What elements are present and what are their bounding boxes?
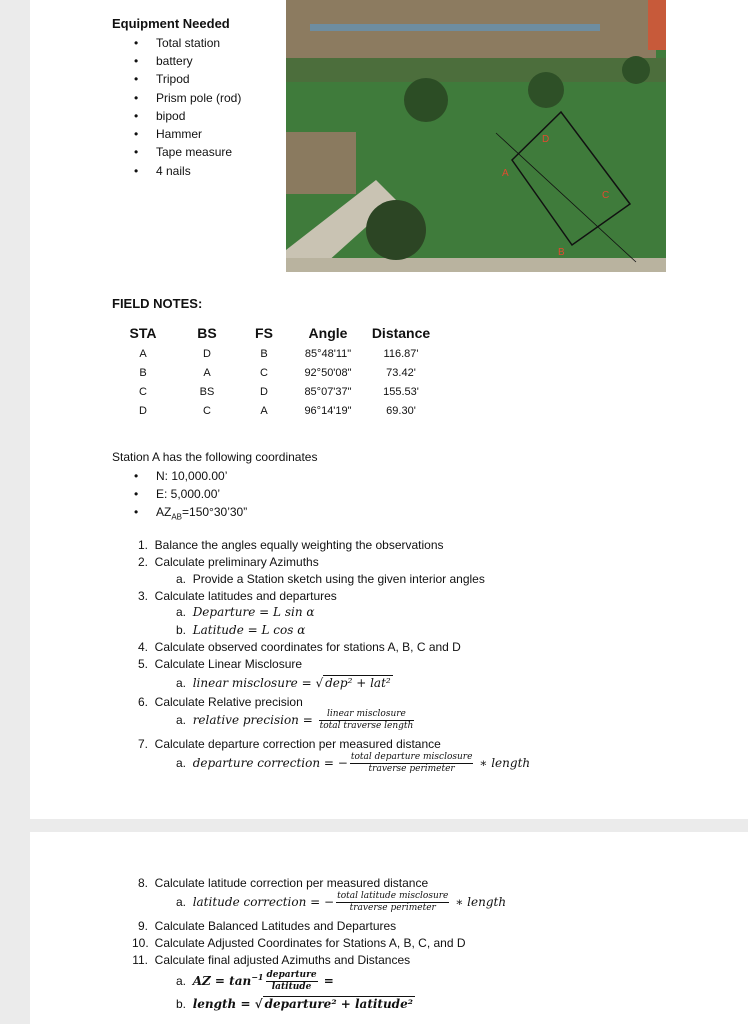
roof-edge	[648, 0, 666, 50]
cell: 73.42'	[386, 366, 416, 379]
task-text: Calculate latitude correction per measured distance	[154, 876, 429, 890]
bullet: •	[134, 36, 139, 50]
task-11	[132, 953, 410, 968]
bullet: •	[134, 469, 139, 483]
departure-formula: Departure = L sin α	[192, 605, 315, 619]
list-item: Total station	[156, 36, 221, 50]
bullet: •	[134, 91, 139, 105]
fraction-numerator: total departure misclosure	[350, 752, 473, 762]
sub-marker: a.	[176, 974, 187, 988]
page-1	[30, 0, 748, 819]
bullet: •	[134, 505, 139, 519]
latitude-formula: Latitude = L cos α	[192, 623, 306, 637]
header-angle: Angle	[308, 325, 348, 341]
cell: 116.87'	[383, 347, 419, 360]
task-text: Calculate Balanced Latitudes and Departures	[154, 919, 397, 933]
task-number: 7.	[137, 737, 148, 751]
cell: 96°14'19"	[304, 404, 352, 417]
cell: D	[260, 385, 268, 398]
task-2	[132, 555, 319, 570]
azimuth-formula	[192, 970, 334, 992]
formula-lhs: departure correction = −	[192, 756, 348, 770]
formula-lhs: linear misclosure =	[192, 676, 316, 690]
bullet: •	[134, 487, 139, 501]
latitude-correction-formula	[192, 891, 507, 913]
task-text: Calculate Linear Misclosure	[154, 657, 303, 671]
sub-marker: a.	[176, 572, 187, 586]
cell: 85°07'37"	[304, 385, 352, 398]
list-item: 4 nails	[156, 164, 191, 178]
small-building	[286, 132, 356, 194]
header-fs: FS	[255, 325, 273, 341]
cell: 155.53'	[383, 385, 419, 398]
sub-marker: b.	[176, 997, 187, 1011]
station-east: E: 5,000.00’	[156, 487, 221, 501]
fraction-numerator: linear misclosure	[319, 709, 415, 721]
bullet: •	[134, 72, 139, 86]
cell: A	[139, 347, 147, 360]
task-6a	[176, 709, 416, 732]
formula-radicand: dep² + lat²	[325, 676, 391, 690]
cell: 69.30'	[386, 404, 416, 417]
task-text: Calculate latitudes and departures	[154, 589, 337, 603]
tree	[404, 78, 448, 122]
task-text: Provide a Station sketch using the given interior angles	[192, 572, 485, 586]
task-3a	[176, 605, 314, 620]
formula-rhs: =	[319, 974, 334, 988]
task-5a	[176, 676, 393, 691]
cell: BS	[199, 385, 215, 398]
length-formula: length = √ departure² + latitude²	[192, 997, 413, 1011]
station-north: N: 10,000.00’	[156, 469, 228, 483]
cell: D	[139, 404, 147, 417]
sidewalk	[286, 258, 666, 272]
task-number: 6.	[137, 695, 148, 709]
formula-rhs: ∗ length	[451, 895, 507, 909]
sub-marker: b.	[176, 623, 187, 637]
fraction-denominator: traverse perimeter	[368, 764, 455, 774]
map-label-b: B	[558, 247, 565, 258]
task-11a	[176, 970, 334, 993]
relative-precision-formula	[192, 709, 417, 731]
station-intro: Station A has the following coordinates	[112, 450, 318, 464]
list-item: Hammer	[156, 127, 203, 141]
fraction-denominator: traverse perimeter	[349, 903, 436, 913]
task-number: 3.	[137, 589, 148, 603]
task-text: Balance the angles equally weighting the observations	[154, 538, 444, 552]
az-value: =150°30’30”	[182, 505, 248, 519]
cell: D	[203, 347, 211, 360]
task-11b	[176, 997, 415, 1012]
bullet: •	[134, 54, 139, 68]
task-text: Calculate Relative precision	[154, 695, 303, 709]
sub-marker: a.	[176, 895, 187, 909]
tree-line	[286, 58, 666, 82]
az-subscript: AB	[171, 512, 183, 522]
task-8a	[176, 891, 506, 914]
formula-lhs: AZ = tan	[192, 974, 252, 988]
bullet: •	[134, 164, 139, 178]
fraction	[336, 891, 449, 914]
page-2	[30, 832, 748, 1024]
sub-marker: a.	[176, 756, 187, 770]
formula-radicand: departure² + latitude²	[264, 997, 413, 1011]
task-number: 10.	[132, 936, 149, 950]
task-number: 5.	[137, 657, 148, 671]
tree	[622, 56, 650, 84]
task-8	[132, 876, 428, 891]
sub-marker: a.	[176, 676, 187, 690]
field-notes-table	[110, 322, 436, 420]
bullet: •	[134, 145, 139, 159]
list-item: Tape measure	[156, 145, 233, 159]
table-row	[110, 363, 436, 382]
task-number: 11.	[132, 953, 148, 967]
list-item: battery	[156, 54, 193, 68]
task-7a	[176, 752, 530, 775]
aerial-site-map	[286, 0, 666, 272]
task-6	[132, 695, 303, 710]
task-2a	[176, 572, 485, 587]
fraction	[350, 752, 474, 775]
fraction	[266, 970, 318, 993]
list-item: Tripod	[156, 72, 190, 86]
bullet: •	[134, 127, 139, 141]
cell: 85°48'11"	[304, 347, 352, 360]
header-sta: STA	[129, 325, 157, 341]
fraction-numerator: total latitude misclosure	[337, 891, 449, 901]
task-text: Calculate Adjusted Coordinates for Stations A, B, C, and D	[154, 936, 466, 950]
task-4	[132, 640, 461, 655]
task-number: 2.	[137, 555, 148, 569]
cell: C	[260, 366, 268, 379]
task-text: Calculate departure correction per measured distance	[154, 737, 441, 751]
map-label-c: C	[602, 190, 610, 201]
fraction-numerator: departure	[266, 970, 317, 980]
cell: C	[139, 385, 147, 398]
linear-misclosure-formula: linear misclosure = √ dep² + lat²	[192, 676, 391, 690]
task-number: 9.	[137, 919, 148, 933]
cell: A	[260, 404, 268, 417]
fraction-denominator: latitude	[271, 982, 312, 992]
header-distance: Distance	[371, 325, 431, 341]
task-9	[132, 919, 396, 934]
bullet: •	[134, 109, 139, 123]
task-5	[132, 657, 302, 672]
cell: A	[203, 366, 211, 379]
az-prefix: AZ	[156, 505, 172, 519]
departure-correction-formula	[192, 752, 531, 774]
cell: B	[139, 366, 147, 379]
task-1	[132, 538, 444, 553]
sub-marker: a.	[176, 713, 187, 727]
map-label-a: A	[502, 168, 509, 179]
task-3b	[176, 623, 305, 638]
formula-lhs: latitude correction = −	[192, 895, 335, 909]
formula-lhs: relative precision =	[192, 713, 317, 727]
sub-marker: a.	[176, 605, 187, 619]
table-row	[110, 344, 436, 363]
task-number: 4.	[137, 640, 148, 654]
task-text: Calculate final adjusted Azimuths and Distances	[154, 953, 411, 967]
list-item: bipod	[156, 109, 186, 123]
tree	[366, 200, 426, 260]
formula-rhs: ∗ length	[475, 756, 531, 770]
task-number: 8.	[137, 876, 148, 890]
map-label-d: D	[542, 134, 550, 145]
task-number: 1.	[137, 538, 148, 552]
cell: 92°50'08"	[304, 366, 352, 379]
formula-lhs: length =	[192, 997, 255, 1011]
fraction-denominator: total traverse length	[319, 721, 414, 731]
cell: C	[203, 404, 211, 417]
equipment-title: Equipment Needed	[112, 16, 230, 31]
task-text: Calculate observed coordinates for stations A, B, C and D	[154, 640, 461, 654]
field-notes-title: FIELD NOTES:	[112, 296, 203, 311]
station-azimuth	[156, 505, 247, 524]
cell: B	[260, 347, 268, 360]
task-text: Calculate preliminary Azimuths	[154, 555, 319, 569]
table-header-row	[110, 322, 436, 344]
formula-superscript: −1	[251, 972, 264, 982]
task-3	[132, 589, 337, 604]
table-row	[110, 382, 436, 401]
table-row	[110, 401, 436, 420]
fraction	[319, 709, 415, 732]
task-10	[132, 936, 466, 951]
list-item: Prism pole (rod)	[156, 91, 242, 105]
header-bs: BS	[197, 325, 217, 341]
solar-panels	[310, 24, 600, 31]
tree	[528, 72, 564, 108]
task-7	[132, 737, 441, 752]
